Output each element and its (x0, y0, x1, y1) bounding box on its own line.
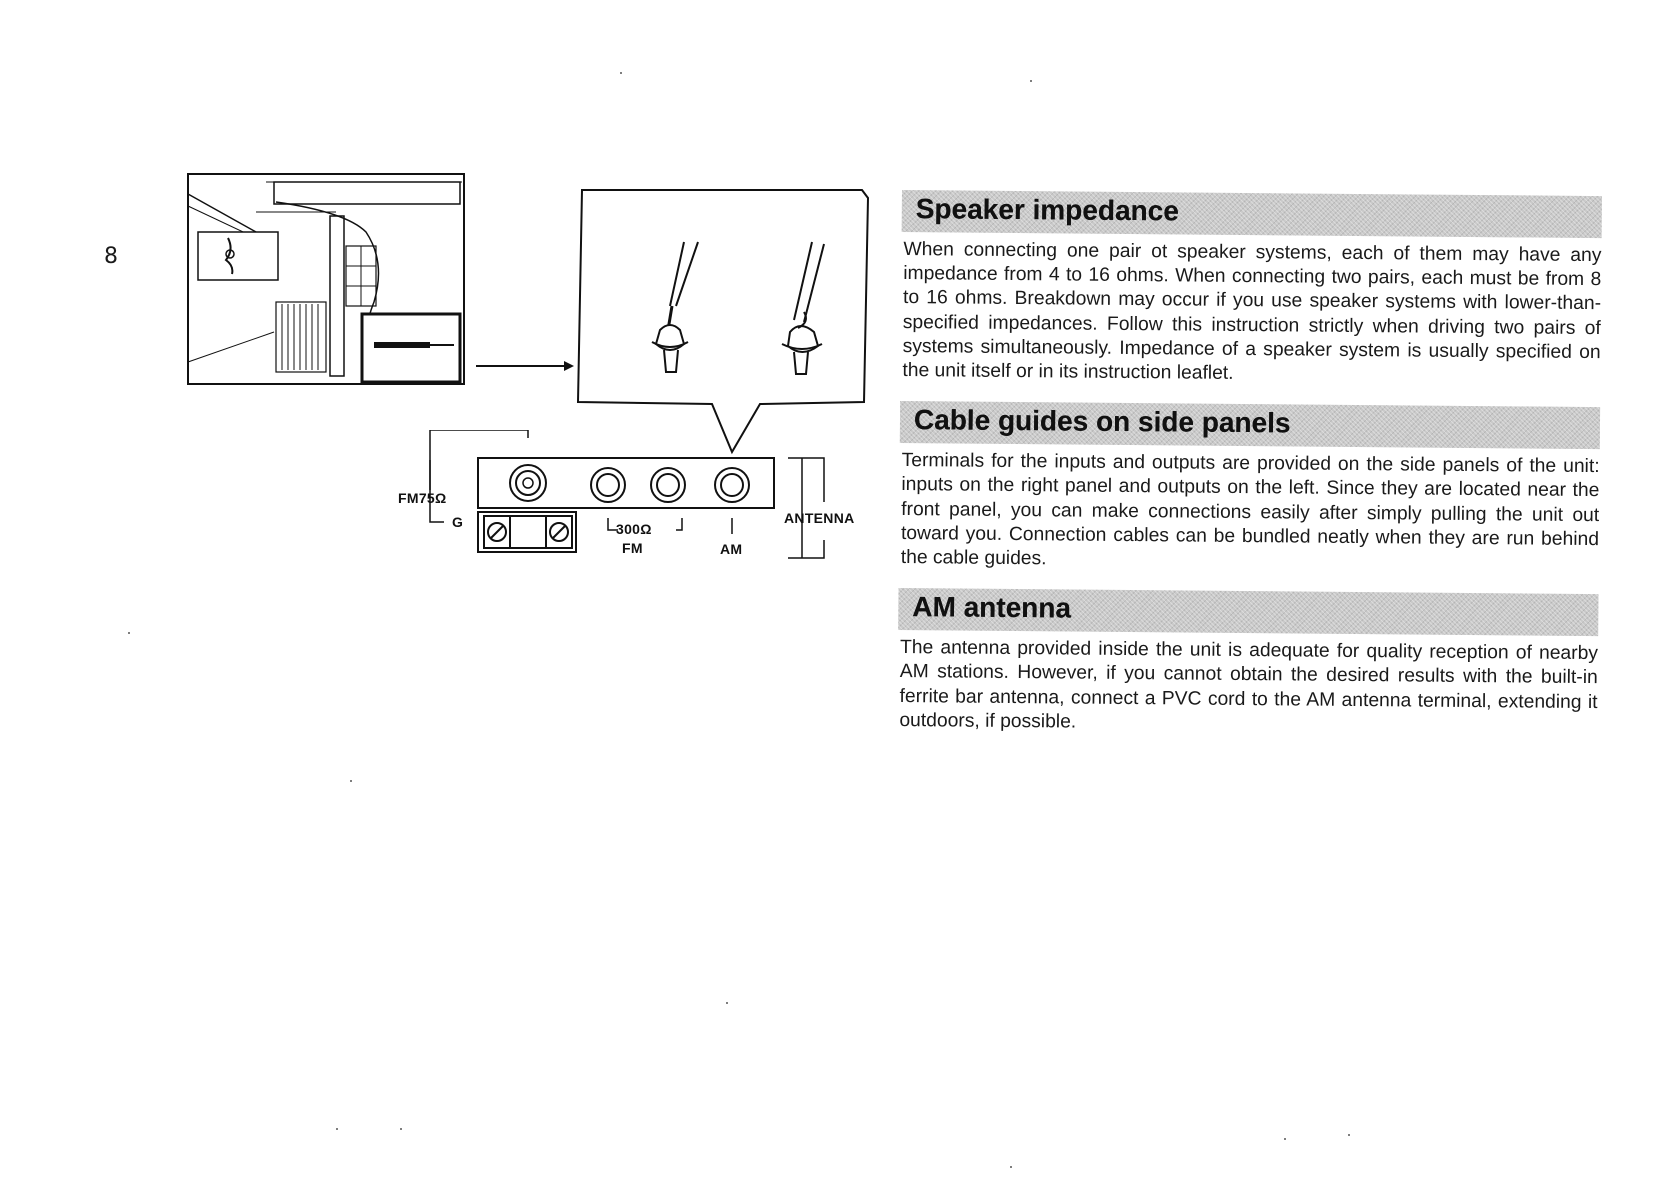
wire-detail-callout (572, 182, 872, 462)
scan-speck (1010, 1166, 1012, 1168)
section-speaker-impedance (900, 190, 1602, 389)
ground-label: G (452, 514, 464, 530)
scan-speck (1348, 1134, 1350, 1136)
fm300-label: 300Ω (616, 521, 652, 537)
page-number: 8 (104, 244, 118, 269)
section-header-bar (900, 401, 1600, 449)
am-label: AM (720, 541, 743, 557)
section-am-antenna (897, 588, 1598, 739)
section-body: Terminals for the inputs and outputs are provided on the side panels of the unit: inputs on the right panel and outputs on the left. Since they are located near the front panel, you can make connections easily after simply pulling the unit out toward you. Connection cables can be bundled neatly when they are run behind the cable guides. (900, 450, 1600, 570)
fm-label: FM (622, 540, 643, 556)
rack-illustration (186, 172, 466, 392)
section-body: The antenna provided inside the unit is adequate for quality reception of nearby AM stations. However, if you cannot obtain the desired results with the built-in ferrite bar antenna, connect a PVC cord to the AM antenna terminal, extending it outdoors, if possible. (899, 637, 1599, 733)
instructions-column (897, 190, 1602, 757)
scan-speck (128, 632, 130, 634)
scan-speck (400, 1128, 402, 1130)
section-title: Cable guides on side panels (913, 404, 1291, 439)
section-body: When connecting one pair ot speaker systems, each of them may have any impedance from 4 to 16 ohms. When connecting two pairs, each must be from 8 to 16 ohms. Breakdown may occur if you use speaker systems with lower-than-specified impedances. Follow this instruction strictly when driving two pairs of systems simultaneously. Impedance of a speaker system is usually specified on the unit itself or in its instruction leaflet. (902, 239, 1602, 384)
fm75-label: FM75Ω (398, 490, 447, 506)
scan-speck (1030, 80, 1032, 82)
antenna-label: ANTENNA (784, 510, 855, 526)
arrow-icon (476, 356, 576, 376)
scan-speck (620, 72, 622, 74)
section-title: AM antenna (912, 591, 1072, 624)
section-cable-guides (899, 401, 1600, 576)
section-header-bar (902, 190, 1602, 238)
section-header-bar (898, 588, 1598, 636)
scan-speck (336, 1128, 338, 1130)
scan-speck (1284, 1138, 1286, 1140)
section-title: Speaker impedance (915, 193, 1179, 227)
scan-speck (726, 1002, 728, 1004)
scan-speck (350, 780, 352, 782)
